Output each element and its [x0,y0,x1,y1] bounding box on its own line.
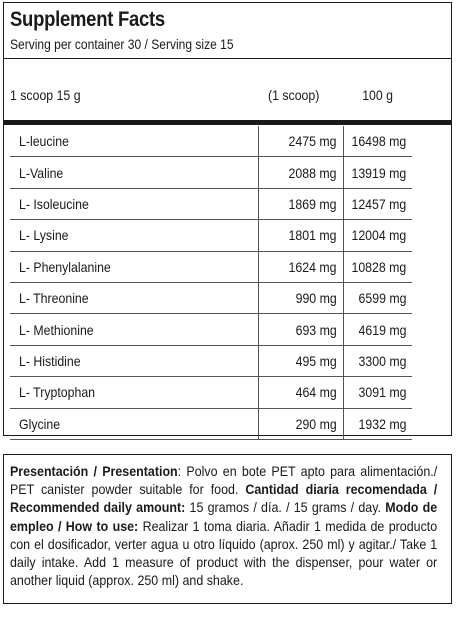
amount-per-scoop-cell [258,188,343,219]
panel-title: Supplement Facts [10,8,165,31]
amount-per-scoop-cell [258,314,343,345]
table-row [10,314,412,345]
nutrient-name: L-Valine [19,164,64,181]
amount-per-scoop-cell [258,282,343,313]
nutrient-name: L- Histidine [19,352,81,369]
table-row [10,408,412,439]
thick-divider [4,120,451,125]
amount-per-scoop: 693 mg [295,321,337,338]
amount-per-scoop-cell [258,377,343,408]
amount-per-scoop: 290 mg [295,415,337,432]
nutrient-name: Glycine [19,415,61,432]
nutrient-name: L-leucine [19,133,70,150]
amount-per-100g: 13919 mg [351,164,406,181]
amount-label: 1 scoop 15 g [10,87,81,103]
dose-label: Cantidad diaria recomendada / Recommended daily amount: [10,481,438,516]
amount-per-scoop-cell [258,157,343,188]
amount-per-scoop-cell [258,408,343,439]
amount-per-100g-cell [343,251,412,282]
amount-per-100g: 1932 mg [358,415,406,432]
amount-per-scoop: 2088 mg [288,164,337,181]
nutrient-name-cell [10,345,258,376]
amount-per-100g: 6599 mg [358,290,406,307]
amount-per-100g-cell [343,377,412,408]
nutrient-name-cell [10,157,258,188]
table-row [10,251,412,282]
nutrient-name-cell [10,377,258,408]
amount-per-scoop: 1801 mg [288,227,337,244]
table-row [10,345,412,376]
table-row [10,126,412,157]
amount-per-100g-cell [343,220,412,251]
amount-per-scoop: 495 mg [295,352,337,369]
nutrient-table [10,126,412,440]
usage-text: Realizar 1 toma diaria. Añadir 1 medida de producto con el dosificador, verter agua u otro líquido (aprox. 250 ml) y agitar./ Take 1 daily intake. Add 1 measure of product with the dispenser, pour water or another liquid (approx. 250 ml) and shake. [10,517,438,589]
nutrient-name-cell [10,126,258,157]
amount-per-100g-cell [343,188,412,219]
amount-per-scoop-cell [258,126,343,157]
nutrient-name-cell [10,251,258,282]
amount-per-100g-cell [343,157,412,188]
usage-label: Modo de empleo / How to use: [10,499,438,534]
nutrient-name-cell [10,314,258,345]
nutrient-name: L- Tryptophan [19,384,96,401]
amount-per-100g: 3091 mg [358,384,406,401]
amount-per-100g-cell [343,408,412,439]
amount-per-100g-cell [343,314,412,345]
amount-col-100g: 100 g [362,87,393,103]
table-row [10,188,412,219]
amount-header-row [4,87,451,107]
nutrient-name-cell [10,220,258,251]
amount-col-scoop: (1 scoop) [267,87,319,103]
dose-text: 15 gramos / día. / 15 grams / day. [185,499,386,516]
amount-per-100g: 12457 mg [351,195,406,212]
usage-info-text [10,462,437,589]
nutrient-name-cell [10,188,258,219]
amount-per-scoop-cell [258,251,343,282]
amount-per-scoop: 990 mg [295,290,337,307]
amount-per-100g-cell [343,282,412,313]
amount-per-100g: 4619 mg [358,321,406,338]
amount-per-scoop-cell [258,220,343,251]
presentation-text: : Polvo en bote PET apto para alimentación./ PET canister powder suitable for food. [10,463,438,498]
nutrient-name-cell [10,408,258,439]
table-row [10,282,412,313]
amount-per-scoop: 1624 mg [288,258,337,275]
amount-per-100g: 16498 mg [351,133,406,150]
table-row [10,220,412,251]
nutrient-name: L- Phenylalanine [19,258,111,275]
amount-per-100g: 10828 mg [351,258,406,275]
amount-per-scoop: 464 mg [295,384,337,401]
nutrient-name: L- Threonine [19,290,89,307]
amount-per-100g-cell [343,126,412,157]
table-row [10,157,412,188]
amount-per-scoop: 1869 mg [288,195,337,212]
usage-info-panel [3,454,452,604]
serving-info: Serving per container 30 / Serving size 15 [10,36,234,52]
presentation-label: Presentación / Presentation [10,463,178,479]
amount-per-100g: 3300 mg [358,352,406,369]
nutrient-name: L- Isoleucine [19,195,89,212]
divider [4,58,451,59]
amount-per-100g: 12004 mg [351,227,406,244]
amount-per-100g-cell [343,345,412,376]
amount-per-scoop: 2475 mg [288,133,337,150]
amount-per-scoop-cell [258,345,343,376]
nutrient-name: L- Methionine [19,321,94,338]
nutrient-name-cell [10,282,258,313]
nutrient-name: L- Lysine [19,227,69,244]
table-row [10,377,412,408]
